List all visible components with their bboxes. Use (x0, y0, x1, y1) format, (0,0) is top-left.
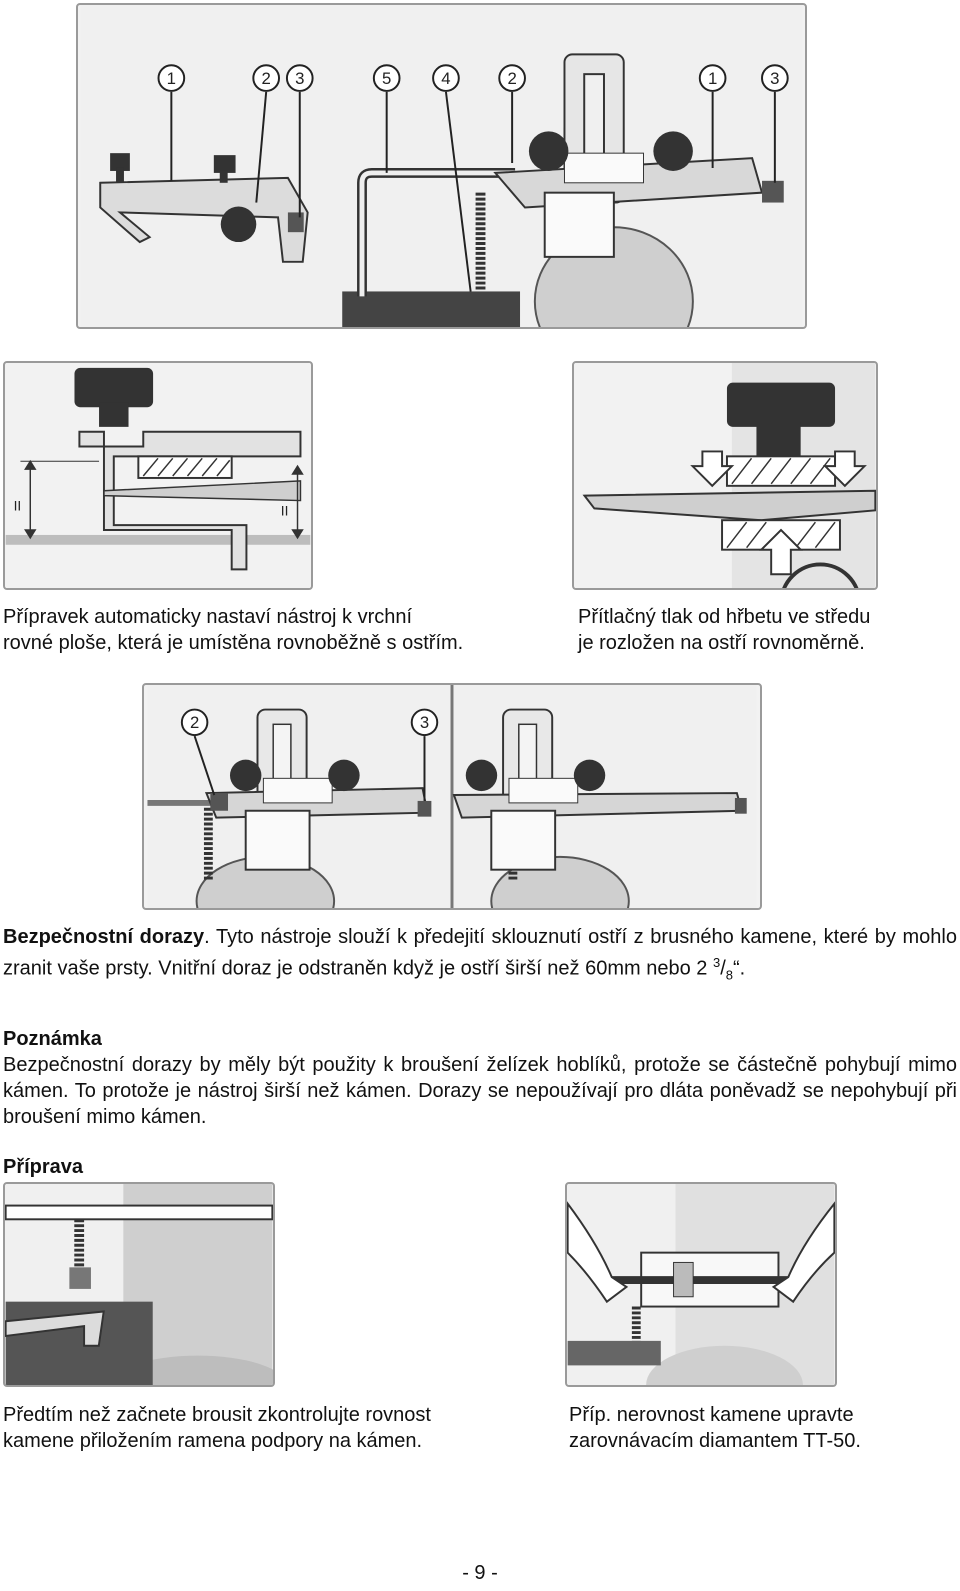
diamond-dresser-drawing (567, 1184, 835, 1385)
fraction-numerator: 3 (712, 955, 721, 970)
stop-callout-inner: 2 (189, 713, 200, 733)
stop-callout-outer: 3 (419, 713, 430, 733)
callout-label: 2 (261, 69, 271, 89)
callout-label: 2 (507, 69, 517, 89)
safety-heading: Bezpečnostní dorazy (3, 926, 205, 948)
prep-heading: Příprava (3, 1156, 84, 1178)
safety-text: . Tyto nástroje slouží k předejití sklouznutí ostří z brusného kamene, které by mohlo zranit vaše prsty. Vnitřní doraz je odstraněn když je ostří širší než 60mm nebo 2 (3, 926, 957, 980)
figure-diamond-dresser (565, 1182, 837, 1387)
gauge-section-drawing (5, 363, 311, 588)
prep-left-caption-line2: kamene přiložením ramena podpory na kámen. (3, 1430, 423, 1452)
safety-paragraph (3, 924, 957, 989)
figure-gauge-section (3, 361, 313, 590)
prep-left-caption-line1: Předtím než začnete brousit zkontrolujte rovnost (3, 1404, 431, 1426)
pressure-caption-line2: je rozložen na ostří rovnoměrně. (578, 632, 865, 654)
gauge-mark-right: II (280, 503, 289, 519)
figure-jig-overview (76, 3, 807, 329)
callout-label: 3 (295, 69, 305, 89)
callout-label: 5 (382, 69, 392, 89)
callout-label: 1 (707, 69, 718, 89)
safety-text-end: “. (732, 957, 746, 980)
fraction-slash: / (720, 957, 726, 980)
check-flatness-drawing (5, 1184, 273, 1385)
prep-right-caption-line2: zarovnávacím diamantem TT-50. (569, 1430, 861, 1452)
jig-overview-drawing (78, 5, 805, 327)
gauge-caption-line1: Přípravek automaticky nastaví nástroj k vrchní (3, 606, 413, 628)
pressure-section-drawing (574, 363, 876, 588)
gauge-mark-left: II (13, 498, 22, 514)
figure-safety-stops (142, 683, 762, 910)
callout-label: 4 (441, 69, 451, 89)
note-paragraph: Bezpečnostní dorazy by měly být použity k broušení želízek hoblíků, protože se částečně pohybují mimo kámen. To protože je nástroj širší než kámen. Dorazy se nepoužívají pro dláta poněvadž se nepohybují při broušení mimo kámen. (3, 1054, 957, 1128)
safety-stops-drawing (144, 685, 760, 908)
fraction-denominator: 8 (725, 967, 733, 983)
callout-label: 3 (770, 69, 780, 89)
note-heading: Poznámka (3, 1028, 102, 1050)
callout-label: 1 (166, 69, 177, 89)
prep-right-caption-line1: Příp. nerovnost kamene upravte (569, 1404, 854, 1426)
figure-check-flatness (3, 1182, 275, 1387)
pressure-caption-line1: Přítlačný tlak od hřbetu ve středu (578, 606, 871, 628)
figure-pressure-section (572, 361, 878, 590)
gauge-caption-line2: rovné ploše, která je umístěna rovnoběžně s ostřím. (3, 632, 464, 654)
page-number: - 9 - (462, 1562, 498, 1584)
